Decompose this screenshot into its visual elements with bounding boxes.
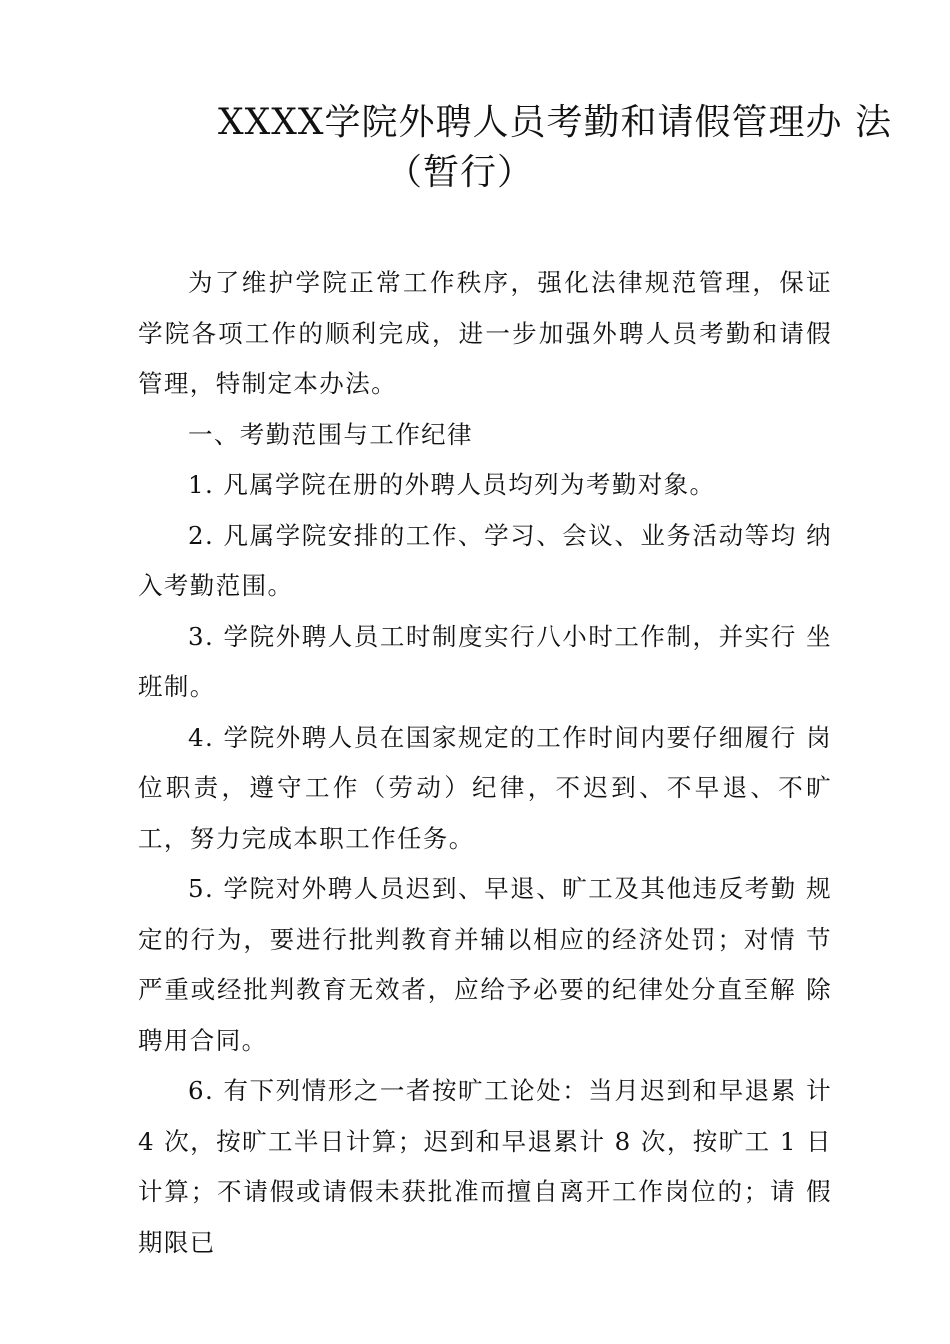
document-body: [138, 258, 832, 1268]
clause-3: 3. 学院外聘人员工时制度实行八小时工作制，并实行 坐班制。: [138, 621, 832, 701]
document-subtitle: （暂行）: [386, 152, 535, 193]
clause-4: 4. 学院外聘人员在国家规定的工作时间内要仔细履行 岗位职责，遵守工作（劳动）纪律，不迟到、不早退、不旷 工，努力完成本职工作任务。: [138, 722, 832, 853]
clause-6: 6. 有下列情形之一者按旷工论处：当月迟到和早退累 计 4 次，按旷工半日计算；迟到和早退累计 8 次，按旷工 1 日计算；不请假或请假未获批准而擅自离开工作岗位的；请 假期限已: [138, 1076, 832, 1257]
intro-paragraph: 为了维护学院正常工作秩序，强化法律规范管理，保证学院各项工作的顺利完成，进一步加强外聘人员考勤和请假管理，特制定本办法。: [138, 268, 832, 398]
clause-1: 1. 凡属学院在册的外聘人员均列为考勤对象。: [188, 470, 716, 499]
clause-2: 2. 凡属学院安排的工作、学习、会议、业务活动等均 纳入考勤范围。: [138, 520, 832, 600]
clause-5: 5. 学院对外聘人员迟到、早退、旷工及其他违反考勤 规定的行为，要进行批判教育并辅以相应的经济处罚；对情 节严重或经批判教育无效者，应给予必要的纪律处分直至解 除聘用合同。: [138, 874, 832, 1055]
document-title: XXXX学院外聘人员考勤和请假管理办 法: [218, 102, 892, 143]
section-heading: 一、考勤范围与工作纪律: [188, 419, 473, 449]
